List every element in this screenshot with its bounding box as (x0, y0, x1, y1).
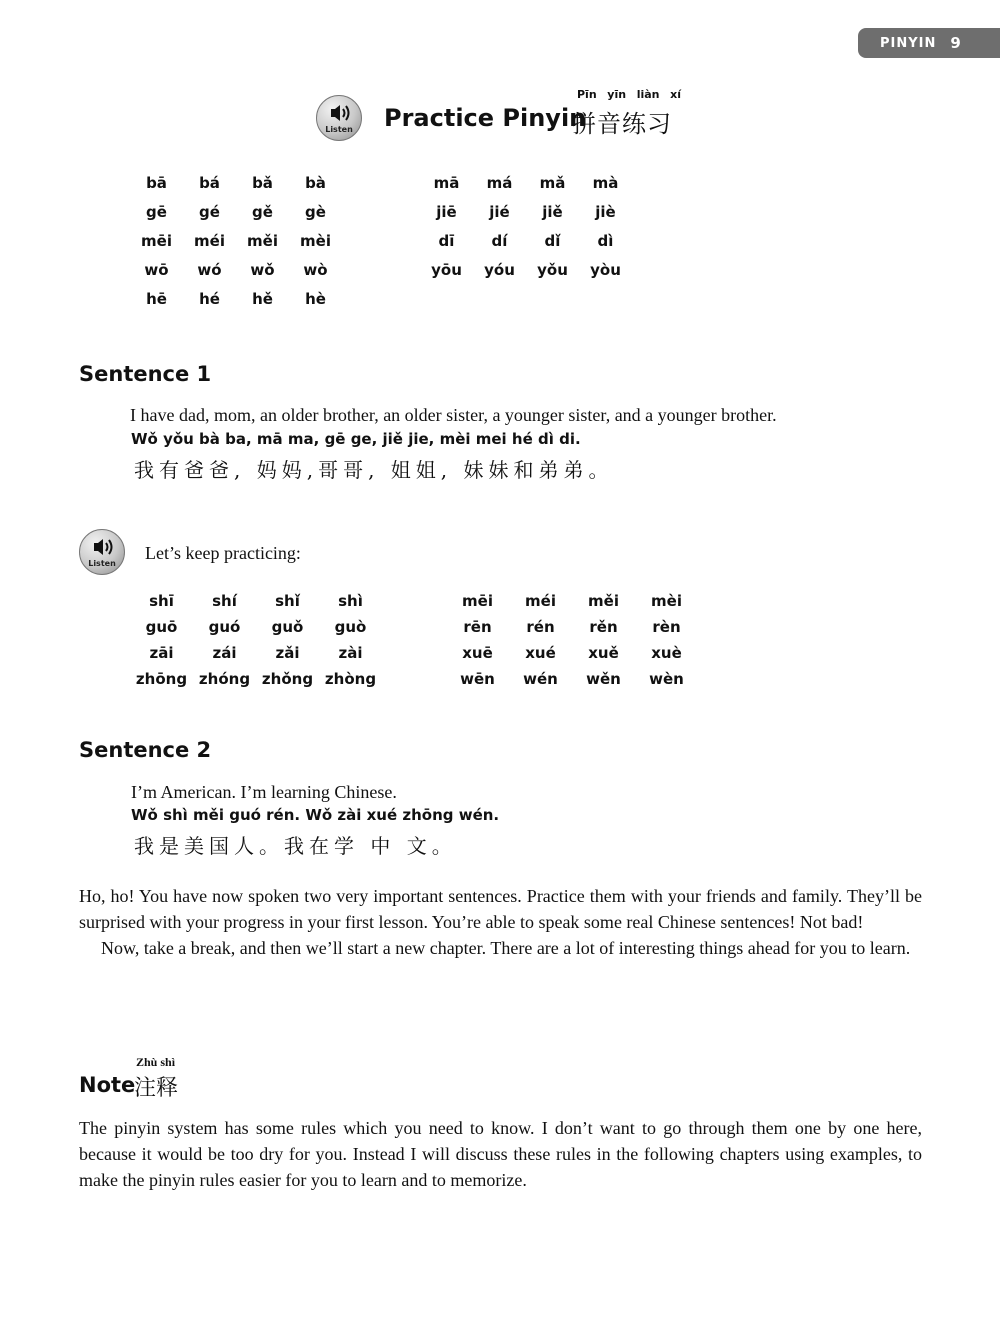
title-pinyin-syllable: xí (670, 88, 681, 101)
sentence-1-pinyin: Wǒ yǒu bà ba, mā ma, gē ge, jiě jie, mèi mei hé dì di. (131, 430, 581, 448)
pinyin-grid-1-left (130, 174, 342, 308)
note-text (79, 1115, 922, 1193)
pinyin-syllable: jié (489, 203, 510, 221)
pinyin-syllable: rén (526, 618, 555, 636)
pinyin-syllable: gé (199, 203, 220, 221)
title-pinyin-syllable: yīn (607, 88, 627, 101)
pinyin-syllable: zài (338, 644, 363, 662)
pinyin-syllable: xuě (588, 644, 619, 662)
pinyin-syllable: rěn (589, 618, 618, 636)
pinyin-syllable: méi (194, 232, 225, 250)
title-pinyin-syllable: Pīn (577, 88, 597, 101)
note-paragraph: The pinyin system has some rules which you need to know. I don’t want to go through them one by one here, because it would be too dry for you. Instead I will discuss these rules in the following chapters using examples, to make the pinyin rules easier for you to learn and to memorize. (79, 1118, 922, 1190)
listen-label: Listen (325, 125, 353, 134)
pinyin-syllable: dì (597, 232, 614, 250)
section-label: PINYIN (880, 35, 937, 51)
pinyin-syllable: zhǒng (261, 670, 314, 688)
pinyin-syllable: gē (146, 203, 167, 221)
pinyin-syllable: wó (197, 261, 222, 279)
pinyin-syllable: guò (334, 618, 367, 636)
pinyin-syllable: shí (212, 592, 237, 610)
pinyin-syllable: wēn (460, 670, 495, 688)
pinyin-syllable: zái (212, 644, 237, 662)
pinyin-syllable: shǐ (275, 592, 300, 610)
listen-audio-button-2[interactable] (79, 529, 125, 575)
pinyin-syllable: gě (252, 203, 273, 221)
pinyin-syllable: guǒ (271, 618, 304, 636)
pinyin-syllable: xuè (651, 644, 682, 662)
pinyin-syllable: wǒ (250, 261, 275, 279)
note-pinyin: Zhù shì (136, 1055, 176, 1069)
pinyin-syllable: shì (338, 592, 363, 610)
pinyin-syllable: wò (303, 261, 328, 279)
pinyin-grid-2-left (130, 592, 382, 688)
pinyin-syllable: dī (438, 232, 455, 250)
body-text (79, 883, 922, 961)
pinyin-syllable: měi (588, 592, 619, 610)
sentence-1-chinese: 我有爸爸, 妈妈,哥哥, 姐姐, 妹妹和弟弟。 (134, 458, 614, 482)
note-chinese: 注释 (134, 1076, 179, 1101)
pinyin-syllable: wén (523, 670, 558, 688)
keep-practicing-text: Let’s keep practicing: (145, 543, 301, 563)
pinyin-syllable: rèn (652, 618, 681, 636)
pinyin-syllable: gè (305, 203, 326, 221)
pinyin-syllable: hé (199, 290, 220, 308)
pinyin-syllable: méi (525, 592, 556, 610)
pinyin-syllable: mà (592, 174, 619, 192)
sentence-2-heading: Sentence 2 (79, 738, 212, 762)
pinyin-syllable: bā (146, 174, 167, 192)
pinyin-syllable: zhóng (198, 670, 251, 688)
page-number: 9 (950, 34, 962, 52)
page-header-tab (858, 28, 1000, 58)
pinyin-syllable: hè (305, 290, 326, 308)
pinyin-syllable: mēi (141, 232, 172, 250)
pinyin-syllable: wō (144, 261, 169, 279)
pinyin-syllable: zǎi (275, 644, 300, 662)
pinyin-syllable: jiě (542, 203, 563, 221)
pinyin-syllable: dǐ (544, 232, 561, 250)
title-chinese: 拼音练习 (572, 110, 672, 138)
sentence-1-heading: Sentence 1 (79, 362, 212, 386)
pinyin-syllable: mēi (462, 592, 493, 610)
pinyin-syllable: wèn (649, 670, 684, 688)
title-pinyin (577, 88, 681, 101)
pinyin-syllable: yòu (590, 261, 621, 279)
pinyin-syllable: bǎ (252, 174, 273, 192)
pinyin-syllable: wěn (586, 670, 621, 688)
pinyin-syllable: rēn (463, 618, 492, 636)
pinyin-syllable: shī (149, 592, 174, 610)
pinyin-syllable: yōu (431, 261, 462, 279)
pinyin-syllable: jiē (436, 203, 457, 221)
page-title: Practice Pinyin (384, 104, 587, 132)
pinyin-syllable: měi (247, 232, 278, 250)
note-heading: Note (79, 1073, 136, 1097)
pinyin-syllable: zhòng (324, 670, 377, 688)
pinyin-syllable: yóu (484, 261, 515, 279)
sentence-1-english: I have dad, mom, an older brother, an older sister, a younger sister, and a younger brother. (130, 405, 777, 425)
title-pinyin-syllable: liàn (636, 88, 660, 101)
pinyin-syllable: dí (491, 232, 508, 250)
sentence-2-english: I’m American. I’m learning Chinese. (131, 782, 397, 802)
pinyin-grid-1-right (420, 174, 632, 279)
pinyin-syllable: yǒu (537, 261, 568, 279)
listen-label: Listen (88, 559, 116, 568)
pinyin-syllable: hē (146, 290, 167, 308)
pinyin-syllable: guó (208, 618, 241, 636)
pinyin-syllable: mèi (300, 232, 331, 250)
pinyin-syllable: má (486, 174, 513, 192)
pinyin-syllable: jiè (595, 203, 616, 221)
body-paragraph: Now, take a break, and then we’ll start a new chapter. There are a lot of interesting things ahead for you to learn. (101, 938, 911, 958)
listen-audio-button-1[interactable] (316, 95, 362, 141)
pinyin-syllable: xué (525, 644, 556, 662)
pinyin-syllable: hě (252, 290, 273, 308)
speaker-icon (91, 536, 115, 558)
pinyin-syllable: mā (433, 174, 460, 192)
pinyin-syllable: guō (145, 618, 178, 636)
pinyin-syllable: mǎ (539, 174, 566, 192)
pinyin-grid-2-right (446, 592, 698, 688)
pinyin-syllable: mèi (651, 592, 682, 610)
pinyin-syllable: zāi (149, 644, 174, 662)
speaker-icon (328, 102, 352, 124)
pinyin-syllable: bà (305, 174, 326, 192)
pinyin-syllable: xuē (462, 644, 493, 662)
sentence-2-pinyin: Wǒ shì měi guó rén. Wǒ zài xué zhōng wén. (131, 806, 500, 824)
pinyin-syllable: bá (199, 174, 220, 192)
body-paragraph: Ho, ho! You have now spoken two very important sentences. Practice them with your friends and family. They’ll be surprised with your progress in your first lesson. You’re able to speak some real Chinese sentences! Not bad! (79, 886, 922, 932)
sentence-2-chinese: 我是美国人。我在学 中 文。 (134, 834, 457, 858)
pinyin-syllable: zhōng (135, 670, 188, 688)
